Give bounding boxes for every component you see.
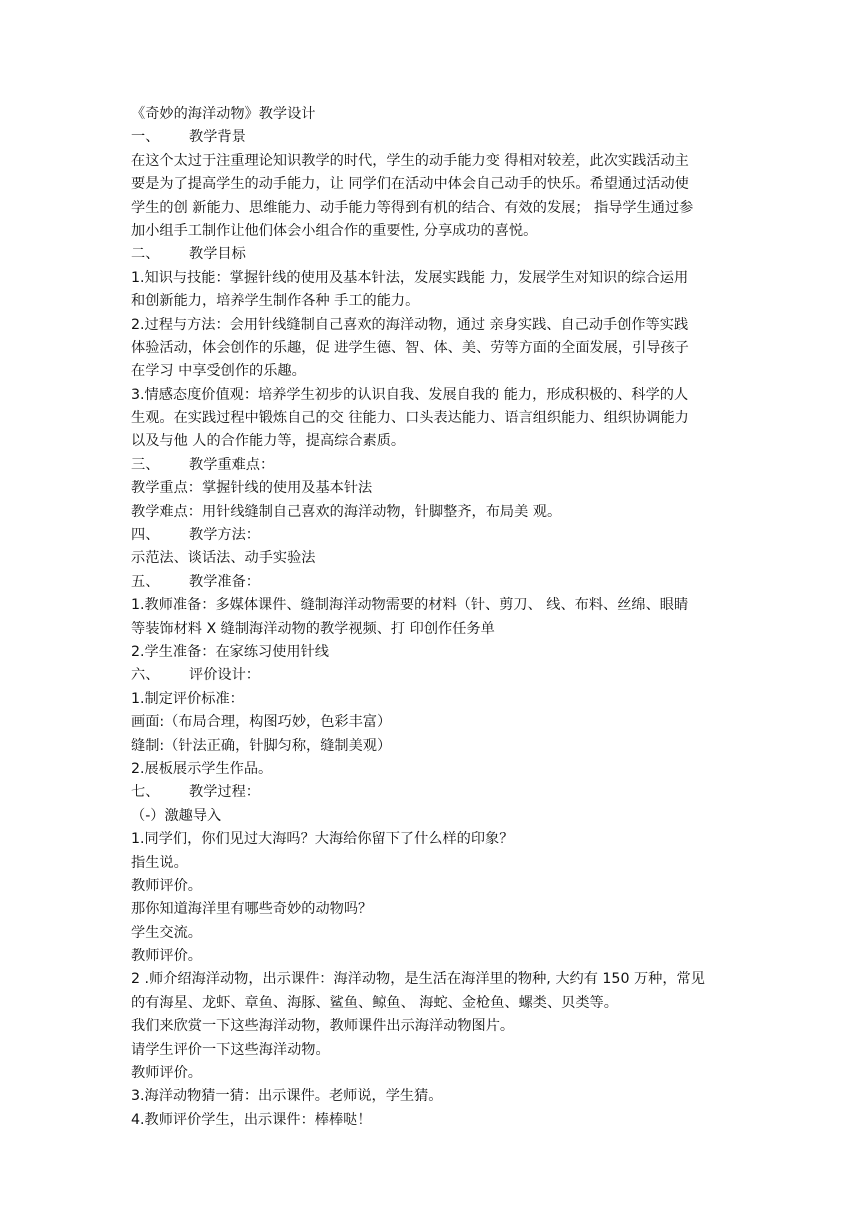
paragraph-line: 2 .师介绍海洋动物，出示课件：海洋动物，是生活在海洋里的物种, 大约有 150 万种，常见 — [131, 971, 705, 988]
paragraph-line: 学生的创 新能力、思维能力、动手能力等得到有机的结合、有效的发展； 指导学生通过参 — [131, 199, 694, 216]
paragraph-line: 1.同学们，你们见过大海吗？大海给你留下了什么样的印象？ — [131, 831, 514, 848]
document-body — [131, 103, 736, 1132]
paragraph-line: 1.教师准备：多媒体课件、缝制海洋动物需要的材料（针、剪刀、 线、布料、丝绵、眼睛 — [131, 597, 689, 614]
paragraph-line: 2.学生准备：在家练习使用针线 — [131, 643, 329, 660]
paragraph-line: 要是为了提高学生的动手能力，让 同学们在活动中体会自己动手的快乐。希望通过活动使 — [131, 176, 689, 193]
paragraph-line: 画面:（布局合理，构图巧妙，色彩丰富） — [131, 714, 392, 731]
paragraph-line: 学生交流。 — [131, 924, 202, 941]
section-number: 五、 — [131, 573, 160, 590]
paragraph-line: 等装饰材料 X 缝制海洋动物的教学视频、打 印创作任务单 — [131, 620, 495, 637]
section-title: 教学方法： — [189, 527, 260, 544]
paragraph-line: 在学习 中享受创作的乐趣。 — [131, 363, 306, 380]
section-title: 教学背景 — [189, 129, 246, 146]
section-number: 四、 — [131, 527, 160, 544]
paragraph-line: 教师评价。 — [131, 877, 202, 894]
paragraph-line: 缝制:（针法正确，针脚匀称，缝制美观） — [131, 737, 392, 754]
paragraph-line: 请学生评价一下这些海洋动物。 — [131, 1041, 330, 1058]
paragraph-line: 2.过程与方法：会用针线缝制自己喜欢的海洋动物，通过 亲身实践、自己动手创作等实践 — [131, 316, 689, 333]
section-title: 教学目标 — [189, 246, 246, 263]
paragraph-line: 和创新能力，培养学生制作各种 手工的能力。 — [131, 293, 420, 310]
paragraph-line: 以及与他 人的合作能力等，提高综合素质。 — [131, 433, 406, 450]
paragraph-line: 教师评价。 — [131, 948, 202, 965]
paragraph-line: 4.教师评价学生，出示课件：棒棒哒！ — [131, 1111, 372, 1128]
section-number: 七、 — [131, 784, 160, 801]
section-heading — [131, 454, 736, 477]
paragraph-line: 加小组手工制作让他们体会小组合作的重要性, 分享成功的喜悦。 — [131, 222, 538, 239]
section-heading — [131, 664, 736, 687]
section-number: 一、 — [131, 129, 160, 146]
paragraph-line: 1.知识与技能：掌握针线的使用及基本针法，发展实践能 力，发展学生对知识的综合运用 — [131, 269, 689, 286]
paragraph-line: 指生说。 — [131, 854, 188, 871]
section-title: 教学重难点： — [189, 456, 275, 473]
paragraph-line: 3.海洋动物猜一猜：出示课件。老师说，学生猜。 — [131, 1088, 443, 1105]
paragraph-line: 2.展板展示学生作品。 — [131, 760, 273, 777]
section-number: 二、 — [131, 246, 160, 263]
section-heading — [131, 571, 736, 594]
paragraph-line: 教师评价。 — [131, 1065, 202, 1082]
section-title: 教学准备： — [189, 573, 260, 590]
section-heading — [131, 781, 736, 804]
paragraph-line: 教学重点：掌握针线的使用及基本针法 — [131, 480, 373, 497]
paragraph-line: 我们来欣赏一下这些海洋动物，教师课件出示海洋动物图片。 — [131, 1018, 515, 1035]
section-heading — [131, 524, 736, 547]
section-number: 三、 — [131, 456, 160, 473]
section-title: 评价设计： — [189, 667, 260, 684]
paragraph-line: 教学难点：用针线缝制自己喜欢的海洋动物，针脚整齐，布局美 观。 — [131, 503, 562, 520]
paragraph-line: 的有海星、龙虾、章鱼、海豚、鲨鱼、鲸鱼、 海蛇、金枪鱼、螺类、贝类等。 — [131, 994, 618, 1011]
section-heading — [131, 126, 736, 149]
section-heading — [131, 243, 736, 266]
paragraph-line: 生观。在实践过程中锻炼自己的交 往能力、口头表达能力、语言组织能力、组织协调能力 — [131, 410, 689, 427]
document-title: 《奇妙的海洋动物》教学设计 — [131, 106, 316, 122]
section-number: 六、 — [131, 667, 160, 684]
section-title: 教学过程： — [189, 784, 260, 801]
paragraph-line: 在这个太过于注重理论知识教学的时代，学生的动手能力变 得相对较差，此次实践活动主 — [131, 152, 689, 169]
paragraph-line: 那你知道海洋里有哪些奇妙的动物吗？ — [131, 901, 373, 918]
paragraph-line: 3.情感态度价值观：培养学生初步的认识自我、发展自我的 能力，形成积极的、科学的人 — [131, 386, 689, 403]
paragraph-line: （-）激趣导入 — [131, 807, 222, 824]
paragraph-line: 1.制定评价标准： — [131, 690, 244, 707]
paragraph-line: 示范法、谈话法、动手实验法 — [131, 550, 316, 567]
paragraph-line: 体验活动，体会创作的乐趣，促 进学生德、智、体、美、劳等方面的全面发展，引导孩子 — [131, 339, 689, 356]
